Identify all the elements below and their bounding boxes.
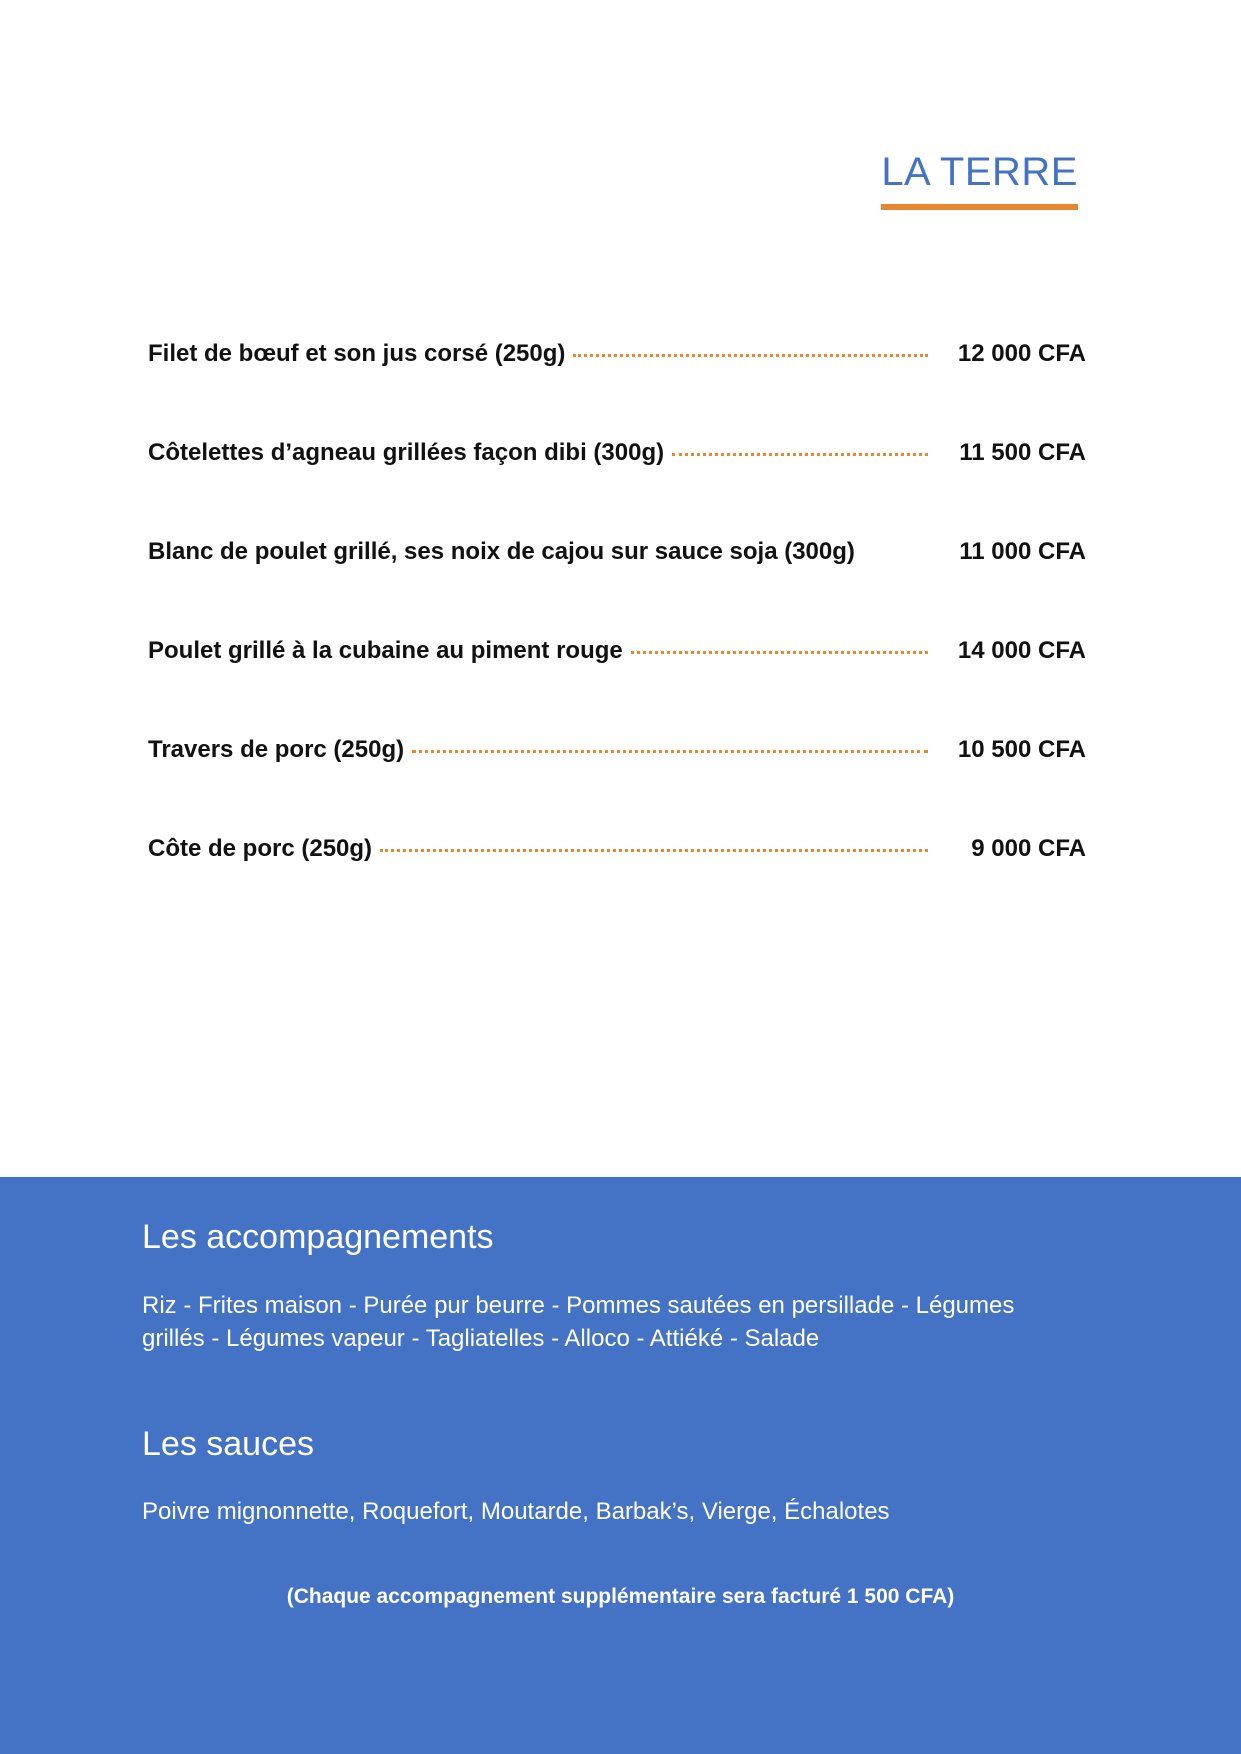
menu-item-name: Côte de porc (250g) <box>148 835 373 862</box>
sauces-title: Les sauces <box>142 1425 314 1463</box>
dot-leader <box>863 552 928 555</box>
menu-item-price: 12 000 CFA <box>957 340 1086 367</box>
menu-item-name: Côtelettes d’agneau grillées façon dibi (300g) <box>148 439 665 466</box>
menu-item <box>148 340 1086 439</box>
section-title: LA TERRE <box>881 152 1078 210</box>
menu-item <box>148 736 1086 835</box>
menu-item <box>148 835 1086 934</box>
menu-item-price: 10 500 CFA <box>957 736 1086 763</box>
menu-item-name: Travers de porc (250g) <box>148 736 405 763</box>
dot-leader <box>412 750 928 753</box>
footer-panel <box>0 1177 1241 1754</box>
dot-leader <box>672 453 928 456</box>
menu-item <box>148 637 1086 736</box>
menu-item-name: Filet de bœuf et son jus corsé (250g) <box>148 340 566 367</box>
menu-list <box>148 340 1086 934</box>
menu-item-name: Poulet grillé à la cubaine au piment rouge <box>148 637 623 664</box>
sides-title: Les accompagnements <box>142 1218 494 1256</box>
menu-item-price: 14 000 CFA <box>957 637 1086 664</box>
menu-item <box>148 439 1086 538</box>
menu-item-name: Blanc de poulet grillé, ses noix de cajou sur sauce soja (300g) <box>148 538 855 565</box>
menu-item <box>148 538 1086 637</box>
menu-item-price: 11 000 CFA <box>959 538 1086 565</box>
dot-leader <box>380 849 928 852</box>
dot-leader <box>573 354 928 357</box>
dot-leader <box>631 651 928 654</box>
sides-list: Riz - Frites maison - Purée pur beurre - Pommes sautées en persillade - Légumes grillés - Légumes vapeur - Tagliatelles - Alloco - Attiéké - Salade <box>142 1292 1015 1352</box>
menu-item-price: 9 000 CFA <box>971 835 1086 862</box>
supplement-note: (Chaque accompagnement supplémentaire sera facturé 1 500 CFA) <box>286 1585 955 1608</box>
menu-item-price: 11 500 CFA <box>959 439 1086 466</box>
sauces-list: Poivre mignonnette, Roquefort, Moutarde, Barbak’s, Vierge, Échalotes <box>142 1498 890 1525</box>
